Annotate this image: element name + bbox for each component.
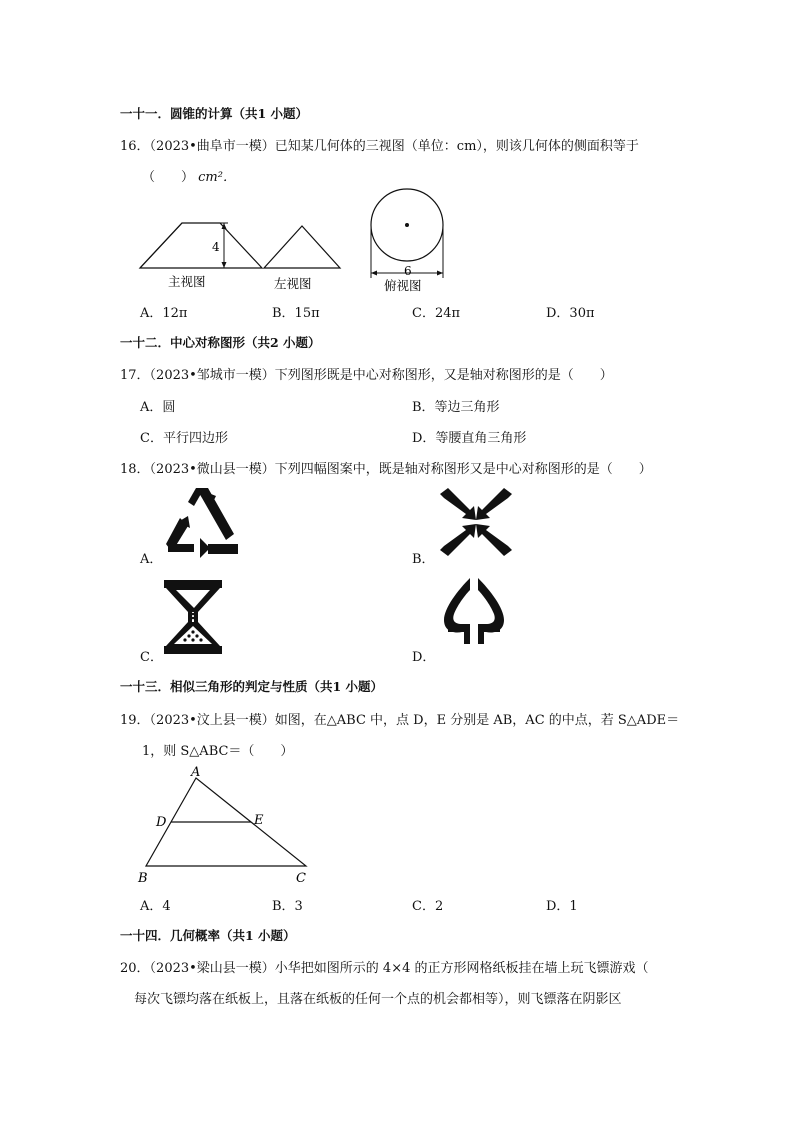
vertex-b-label: B xyxy=(138,871,148,886)
q16-stem-line1: 16．（2023•曲阜市一模）已知某几何体的三视图（单位：cm），则该几何体的侧面积等于 xyxy=(120,139,639,154)
front-height-label: 4 xyxy=(212,240,220,254)
q19-option-c[interactable]: C．2 xyxy=(412,899,444,914)
section-12-title: 一十二．中心对称图形（共2 小题） xyxy=(120,335,321,350)
left-view-caption: 左视图 xyxy=(274,276,312,291)
section-11-title: 一十一．圆锥的计算（共1 小题） xyxy=(120,106,309,121)
q18-option-c[interactable]: C． xyxy=(140,650,163,665)
q18-option-b[interactable]: B． xyxy=(412,552,435,567)
top-width-label: 6 xyxy=(404,264,412,278)
front-view-trapezoid xyxy=(140,223,262,268)
q17-option-a[interactable]: A．圆 xyxy=(140,400,176,415)
left-view-triangle xyxy=(264,226,340,268)
section-13-title: 一十三．相似三角形的判定与性质（共1 小题） xyxy=(120,679,384,694)
q19-option-b[interactable]: B．3 xyxy=(272,899,303,914)
vertex-c-label: C xyxy=(296,871,306,886)
q18-figure-c xyxy=(162,578,224,656)
front-view-caption: 主视图 xyxy=(168,274,206,289)
section-14-title: 一十四．几何概率（共1 小题） xyxy=(120,928,296,943)
q19-option-d[interactable]: D．1 xyxy=(546,899,578,914)
q16-option-c[interactable]: C．24π xyxy=(412,306,461,321)
q17-option-d[interactable]: D．等腰直角三角形 xyxy=(412,431,527,446)
q20-stem-line1: 20．（2023•梁山县一模）小华把如图所示的 4×4 的正方形网格纸板挂在墙上玩飞镖游戏（ xyxy=(120,961,649,976)
q16-option-a[interactable]: A．12π xyxy=(140,306,188,321)
point-d-label: D xyxy=(156,815,167,830)
q17-stem: 17．（2023•邹城市一模）下列图形既是中心对称图形，又是轴对称图形的是（ ） xyxy=(120,368,613,383)
q19-stem-line1: 19．（2023•汶上县一模）如图，在△ABC 中，点 D，E 分别是 AB，AC 的中点，若 S△ADE＝ xyxy=(120,713,680,728)
q16-three-view-figure xyxy=(132,188,462,298)
point-e-label: E xyxy=(254,813,264,828)
q17-option-c[interactable]: C．平行四边形 xyxy=(140,431,228,446)
q16-option-b[interactable]: B．15π xyxy=(272,306,320,321)
vertex-a-label: A xyxy=(191,765,201,780)
q17-option-b[interactable]: B．等边三角形 xyxy=(412,400,500,415)
q19-triangle-figure xyxy=(134,762,314,886)
q18-stem: 18．（2023•微山县一模）下列四幅图案中，既是轴对称图形又是中心对称图形的是（ ） xyxy=(120,462,652,477)
top-view-caption: 俯视图 xyxy=(384,278,422,293)
q20-stem-line2: 每次飞镖均落在纸板上，且落在纸板的任何一个点的机会都相等），则飞镖落在阴影区 xyxy=(134,992,622,1007)
q19-stem-line2: 1，则 S△ABC＝（ ） xyxy=(142,744,294,759)
q18-option-d[interactable]: D． xyxy=(412,650,436,665)
q18-figure-d xyxy=(440,574,508,646)
q16-option-d[interactable]: D．30π xyxy=(546,306,595,321)
q19-option-a[interactable]: A．4 xyxy=(140,899,171,914)
q16-unit: cm²． xyxy=(198,170,236,185)
q16-blank: （ ） xyxy=(142,170,195,185)
q18-option-a[interactable]: A． xyxy=(140,552,163,567)
top-view-center xyxy=(405,223,409,227)
q16-stem-line2 xyxy=(142,166,236,185)
q18-figure-b xyxy=(436,484,516,558)
q18-figure-a xyxy=(160,482,244,558)
